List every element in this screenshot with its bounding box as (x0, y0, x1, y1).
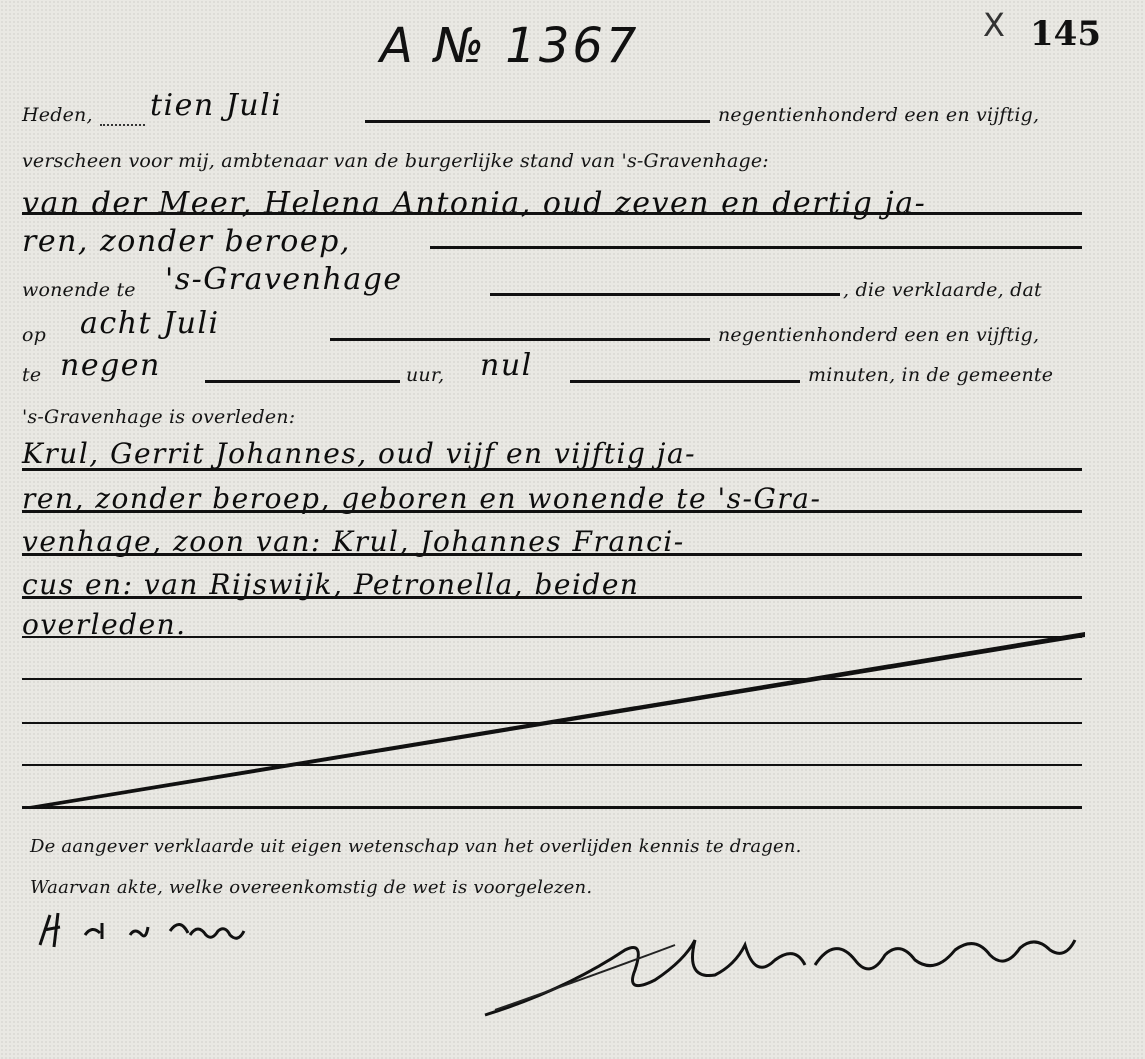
handwritten-hour: negen (60, 348, 161, 383)
folio-number: 145 (1030, 14, 1101, 54)
handwritten-deceased-line1: Krul, Gerrit Johannes, oud vijf en vijftig ja- (22, 437, 697, 470)
closing-akte: Waarvan akte, welke overeenkomstig de wet is voorgelezen. (30, 877, 593, 898)
handwritten-date: tien Juli (150, 88, 283, 123)
label-uur: uur, (406, 364, 445, 386)
handwritten-death-date: acht Juli (80, 306, 220, 341)
closing-statement: De aangever verklaarde uit eigen wetenschap van het overlijden kennis te dragen. (30, 836, 802, 857)
label-heden: Heden, (22, 104, 93, 126)
signature-official (475, 920, 1095, 1020)
label-die-verklaarde: , die verklaarde, dat (843, 279, 1042, 301)
handwritten-residence: 's-Gravenhage (165, 262, 403, 297)
signature-declarant (30, 905, 290, 955)
label-overleden: 's-Gravenhage is overleden: (22, 406, 296, 428)
act-number: A № 1367 (380, 18, 640, 74)
label-wonende-te: wonende te (22, 279, 136, 301)
handwritten-minutes: nul (480, 348, 533, 383)
handwritten-deceased-line4: cus en: van Rijswijk, Petronella, beiden (22, 568, 640, 601)
folio-mark: X (983, 6, 1005, 44)
handwritten-deceased-line5: overleden. (22, 608, 187, 641)
label-te: te (22, 364, 42, 386)
label-year: negentienhonderd een en vijftig, (718, 104, 1040, 126)
handwritten-deceased-line3: venhage, zoon van: Krul, Johannes Franci- (22, 525, 685, 558)
label-year2: negentienhonderd een en vijftig, (718, 324, 1040, 346)
label-op: op (22, 324, 47, 346)
handwritten-deceased-line2: ren, zonder beroep, geboren en wonende te 's-Gra- (22, 482, 822, 515)
handwritten-declarant-line1: van der Meer, Helena Antonia, oud zeven en dertig ja- (22, 186, 927, 221)
handwritten-declarant-line2: ren, zonder beroep, (22, 224, 351, 259)
label-minuten: minuten, in de gemeente (808, 364, 1054, 386)
label-verscheen: verscheen voor mij, ambtenaar van de burgerlijke stand van 's-Gravenhage: (22, 150, 769, 172)
